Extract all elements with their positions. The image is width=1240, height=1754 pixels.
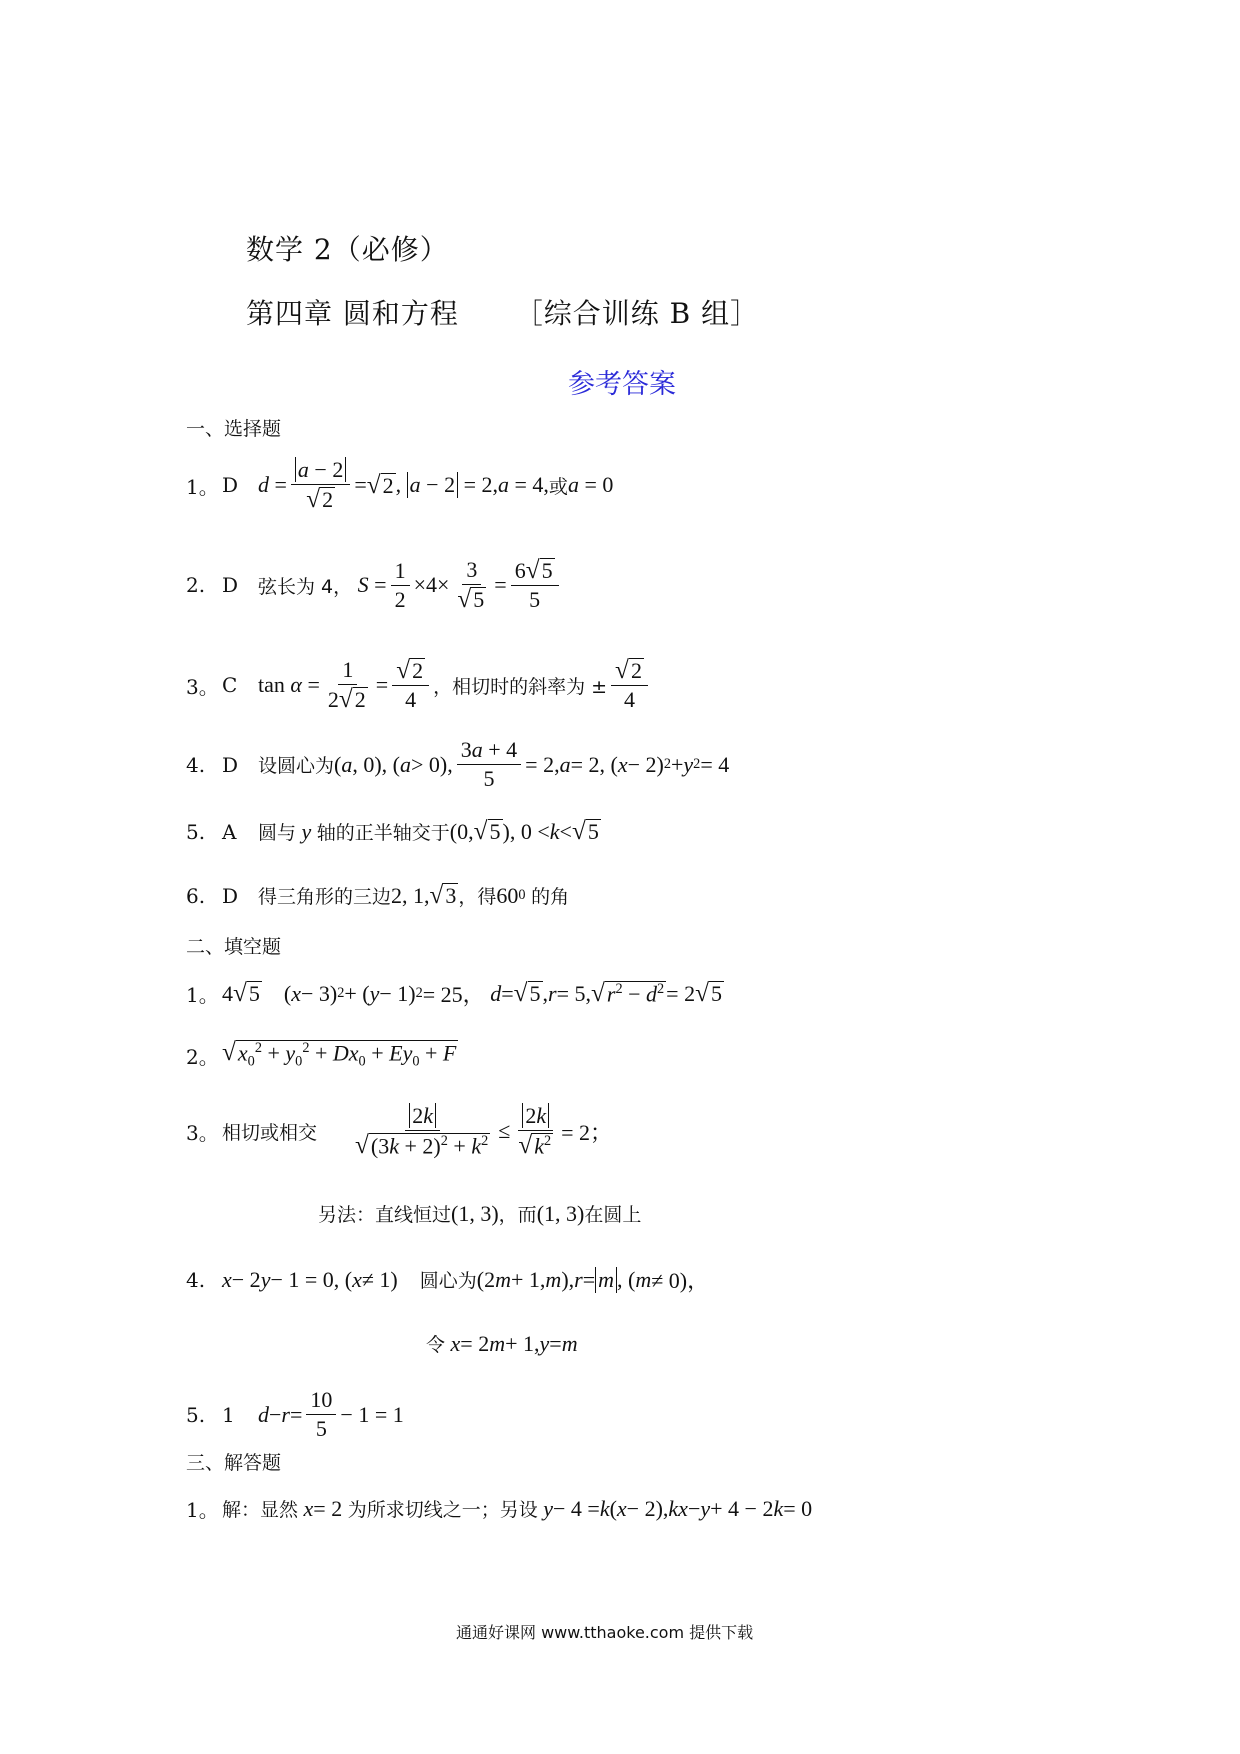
formula: y − 4 = k ( x − 2), kx − y + 4 − 2 k = 0 [543, 1495, 813, 1521]
choice-item-5: 5. A 圆与 y 轴的正半轴交于 (0, √ 5 ), 0 < k < √ 5 [186, 816, 599, 845]
formula: x − 2 y − 1 = 0, ( x ≠ 1) [222, 1266, 420, 1292]
book-title: 数学 2（必修） [246, 233, 449, 266]
formula: (0, √ 5 ), 0 < k < √ 5 [449, 816, 599, 845]
choice-item-2: 2. D 弦长为 4， S = $\frac{1}{2}$ ×4× 3 √ 5 = 6 √ 5 5 [186, 558, 563, 612]
formula: S = $\frac{1}{2}$ ×4× 3 √ 5 = 6 √ 5 5 [352, 558, 562, 612]
fill-item-3-alt: 另法：直线恒过 (1, 3) ，而 (1, 3) 在圆上 [318, 1200, 642, 1226]
formula: 2k √ $(3k + 2)^2 + k^2$ ≤ 2k √ $k^2$ = 2； [355, 1103, 613, 1160]
fill-item-5: 5. 1 d − r = $\frac{10}{5}$ − 1 = 1 [186, 1387, 404, 1442]
formula: √ $x_0^2 + y_0^2 + Dx_0 + Ey_0 + F$ [222, 1038, 457, 1070]
formula: 4 √ 5 ( x − 3) 2 + ( y − 1) 2 = 25， d = √ 5 , r = 5, √ $r^2 - d^2$ = 2 √ 5 [222, 978, 722, 1007]
section-fill: 二、填空题 [186, 936, 282, 958]
section-choice: 一、选择题 [186, 418, 282, 440]
footer-text: 通通好课网 www.tthaoke.com 提供下载 [456, 1623, 754, 1642]
answer-title: 参考答案 [568, 369, 676, 400]
solve-item-1: 1。 解：显然 x = 2 为所求切线之一；另设 y − 4 = k ( x − 2), kx − y + 4 − 2 k = 0 [186, 1495, 813, 1522]
fill-item-4: 4. x − 2 y − 1 = 0, ( x ≠ 1) 圆心为 (2 m + 1, m ), r = m , ( m ≠ 0)， [186, 1266, 710, 1293]
fill-item-3: 3。 相切或相交 2k √ $(3k + 2)^2 + k^2$ ≤ 2k √ $k^2$ = 2； [186, 1103, 613, 1160]
group-name: ［综合训练 B 组］ [514, 297, 760, 330]
fill-item-2: 2。 √ $x_0^2 + y_0^2 + Dx_0 + Ey_0 + F$ [186, 1038, 457, 1070]
fill-item-4-sub: 令 x = 2 m + 1, y = m [426, 1330, 578, 1356]
formula: d = a − 2 √ 2 = √ 2 , a − 2 = 2, a = 4, 或 a = 0 [258, 457, 614, 514]
formula: d − r = $\frac{10}{5}$ − 1 = 1 [258, 1387, 404, 1442]
choice-item-1: 1。 D d = a − 2 √ 2 = √ 2 , a − 2 = 2, a = 4, 或 a = 0 [186, 457, 614, 514]
chapter-title [246, 292, 759, 332]
formula: ( a , 0), ( a > 0), $\frac{3a + 4}{5}$ = 2, a = 2, ( x − 2) 2 + y 2 = 4 [334, 737, 730, 792]
choice-item-3: 3。 C tan α = 1 2 √ 2 = √ 2 4 ，相切时的斜率为 ± √ 2 4 [186, 658, 652, 712]
chapter-name: 第四章 圆和方程 [246, 297, 459, 330]
formula: tan α = 1 2 √ 2 = √ 2 4 [258, 658, 433, 712]
section-solve: 三、解答题 [186, 1452, 282, 1474]
fill-item-1: 1。 4 √ 5 ( x − 3) 2 + ( y − 1) 2 = 25， d = √ 5 , r = 5, √ $r^2 - d^2$ = 2 √ 5 [186, 978, 722, 1007]
choice-item-6: 6. D 得三角形的三边 2, 1, √ 3 ，得 60 0 的角 [186, 880, 570, 909]
choice-item-4: 4. D 设圆心为 ( a , 0), ( a > 0), $\frac{3a + 4}{5}$ = 2, a = 2, ( x − 2) 2 + y 2 = 4 [186, 737, 730, 792]
